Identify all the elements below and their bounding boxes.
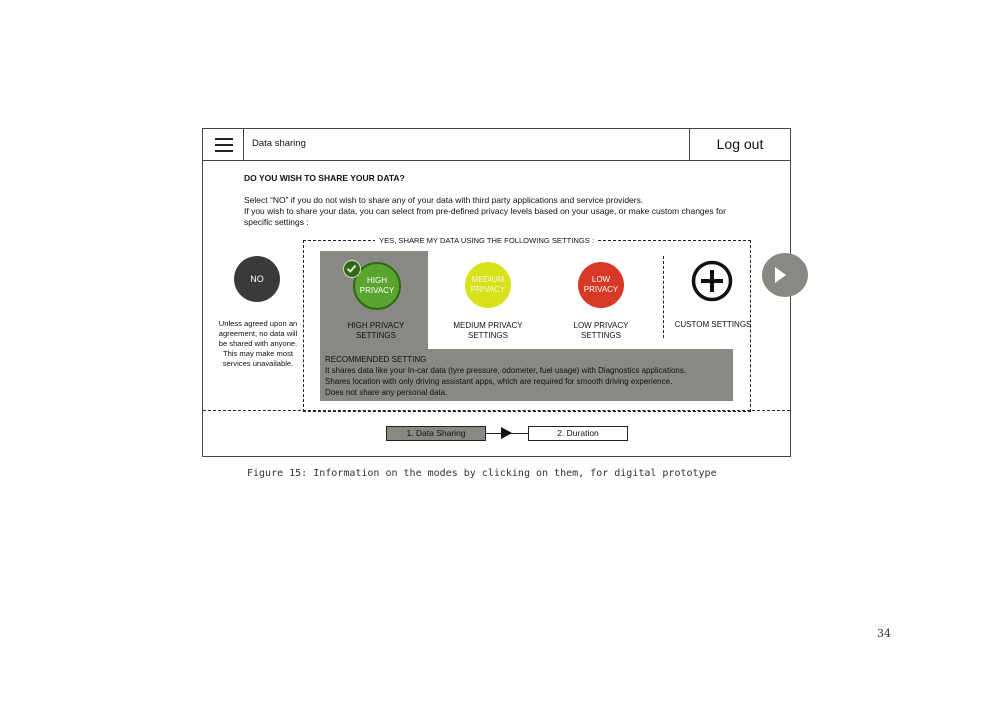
share-settings-heading: YES, SHARE MY DATA USING THE FOLLOWING SETTINGS : — [375, 236, 598, 245]
recommended-setting-info — [320, 349, 733, 401]
play-arrow-icon — [762, 253, 808, 297]
recommended-line: Shares location with only driving assistant apps, which are required for smooth driving experience. — [325, 377, 673, 386]
no-share-option[interactable]: NO — [234, 256, 280, 302]
recommended-line: Does not share any personal data. — [325, 388, 448, 397]
no-option-description: Unless agreed upon an agreement, no data will be shared with anyone. This may make most services unavailable. — [218, 319, 298, 368]
step-duration[interactable]: 2. Duration — [528, 426, 628, 441]
page-number: 34 — [877, 627, 891, 640]
medium-privacy-option[interactable]: MEDIUM PRIVACY — [465, 262, 511, 308]
logout-button[interactable]: Log out — [689, 129, 790, 160]
section-divider — [203, 410, 790, 411]
custom-separator — [663, 256, 664, 338]
custom-settings-label: CUSTOM SETTINGS — [674, 320, 752, 329]
menu-icon — [215, 150, 233, 152]
menu-icon — [215, 138, 233, 140]
selected-check-icon — [343, 260, 361, 278]
top-bar — [203, 129, 790, 161]
high-privacy-label: HIGH PRIVACY SETTINGS — [347, 321, 405, 340]
low-privacy-option[interactable]: LOW PRIVACY — [578, 262, 624, 308]
low-privacy-label: LOW PRIVACY SETTINGS — [573, 321, 629, 340]
recommended-line: It shares data like your In-car data (tyre pressure, odometer, fuel usage) with Diagnostics applications. — [325, 366, 687, 375]
arrow-right-icon — [501, 427, 512, 439]
figure-caption: Figure 15: Information on the modes by clicking on them, for digital prototype — [247, 468, 717, 479]
high-privacy-option[interactable]: HIGH PRIVACY — [353, 262, 401, 310]
instructions-line-2: If you wish to share your data, you can select from pre-defined privacy levels based on your usage, or make custom changes for specific settings : — [244, 206, 726, 227]
step-data-sharing[interactable]: 1. Data Sharing — [386, 426, 486, 441]
menu-icon — [215, 144, 233, 146]
medium-privacy-label: MEDIUM PRIVACY SETTINGS — [453, 321, 523, 340]
page-question: DO YOU WISH TO SHARE YOUR DATA? — [244, 173, 405, 183]
hamburger-menu-button[interactable] — [203, 129, 244, 160]
next-button[interactable] — [762, 253, 808, 297]
app-window — [202, 128, 791, 457]
instructions-text — [244, 195, 754, 228]
screen-title: Data sharing — [252, 138, 306, 149]
instructions-line-1: Select “NO” if you do not wish to share any of your data with third party applications and service providers. — [244, 195, 644, 205]
recommended-title: RECOMMENDED SETTING — [325, 355, 427, 364]
plus-circle-icon[interactable] — [691, 260, 733, 302]
